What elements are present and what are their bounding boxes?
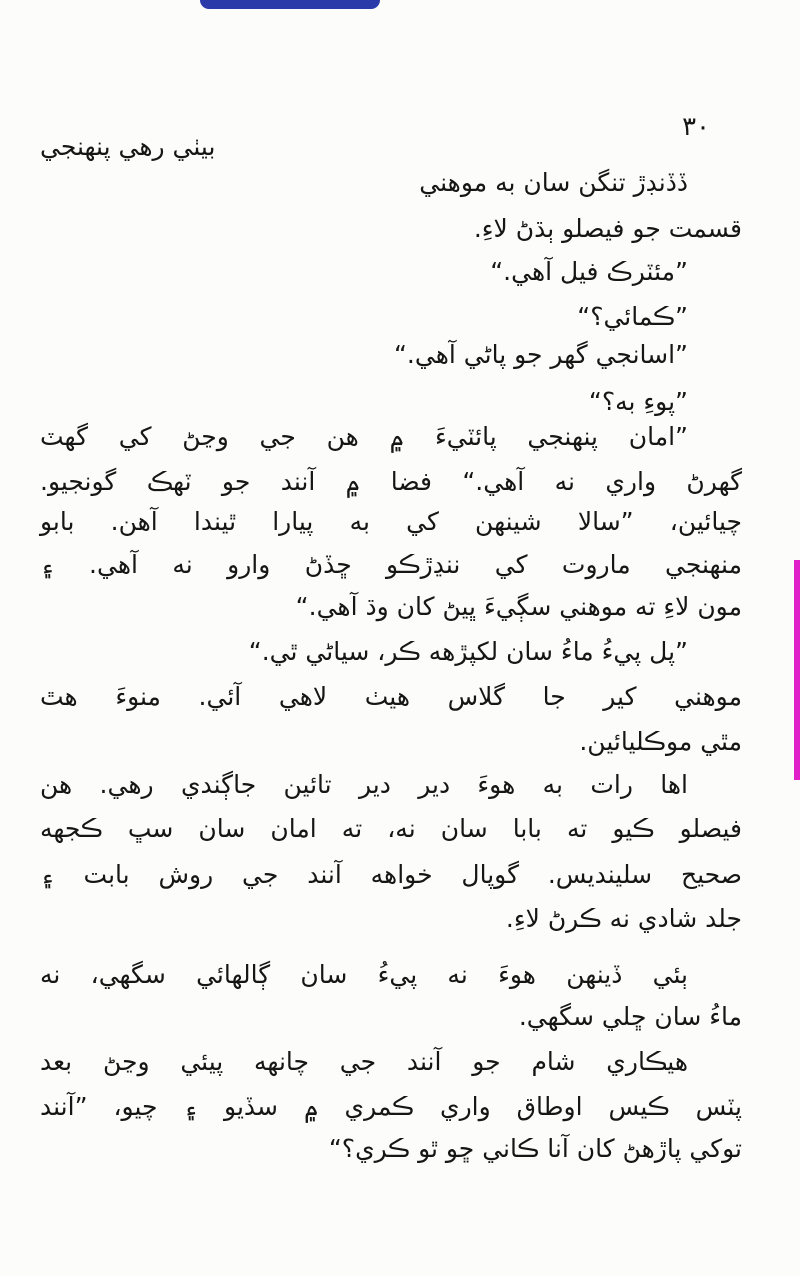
page-number: ٣٠ — [682, 112, 710, 142]
text-line: موهني کير جا گلاس هيٺ لاهي آئي. منوءَ هٿ — [40, 682, 742, 711]
text-line: بيٺي رهي پنهنجي — [40, 132, 216, 161]
text-line: فيصلو ڪيو ته بابا سان نه، ته امان سان سڀ ڪجهه — [40, 814, 742, 843]
text-line: ”ڪمائي؟“ — [577, 302, 688, 331]
text-line: توکي پاڙهڻ کان آنا ڪاني ڇو ٿو ڪري؟“ — [328, 1134, 742, 1163]
text-line: قسمت جو فيصلو ٻڌڻ لاءِ. — [473, 214, 742, 243]
text-line: گهرڻ واري نه آهي.“ فضا ۾ آنند جو ٽهڪ گونجيو. — [40, 467, 742, 496]
text-line: منهنجي ماروت کي ننڍڙڪو ڇڏڻ وارو نه آهي. ۽ — [40, 550, 742, 579]
text-line: اها رات به هوءَ دير دير تائين جاڳندي رهي. هن — [40, 770, 688, 799]
text-line: ماءُ سان ڇلي سگهي. — [518, 1002, 742, 1031]
text-line: ”پل پيءُ ماءُ سان لکپڙهه ڪر، سياڻي ٿي.“ — [248, 637, 688, 666]
text-line: ٻئي ڏينهن هوءَ نه پيءُ سان ڳالهائي سگهي، نه — [40, 960, 688, 989]
text-line: جلد شادي نه ڪرڻ لاءِ. — [505, 904, 742, 933]
text-line: هيڪاري شام جو آنند جي چانهه پيئي وڃڻ بعد — [40, 1047, 688, 1076]
text-line: ”امان پنهنجي پائٽيءَ ۾ هن جي وڃڻ کي گهٽ — [40, 422, 688, 451]
text-line: ”پوءِ به؟“ — [588, 387, 688, 416]
text-line: مٿي موڪليائين. — [579, 727, 742, 756]
scan-pink-edge — [794, 560, 800, 780]
text-line: ڏڏنڊڙ تنگن سان به موهني — [419, 168, 688, 197]
text-line: چيائين، ”سالا شينهن کي به پيارا ٿيندا آهن. بابو — [40, 507, 742, 536]
scan-blue-mark — [200, 0, 380, 9]
text-line: ”اسانجي گهر جو پاڻي آهي.“ — [393, 340, 688, 369]
text-line: ”مئٽرڪ فيل آهي.“ — [490, 257, 688, 286]
text-line: مون لاءِ ته موهني سڳيءَ ڀيڻ کان وڌ آهي.“ — [295, 592, 742, 621]
text-line: پٽس ڪيس اوطاق واري ڪمري ۾ سڏيو ۽ چيو، ”آنند — [40, 1092, 742, 1121]
text-line: صحيح سلينديس. گوپال خواهه آنند جي روش بابت ۽ — [40, 860, 742, 889]
